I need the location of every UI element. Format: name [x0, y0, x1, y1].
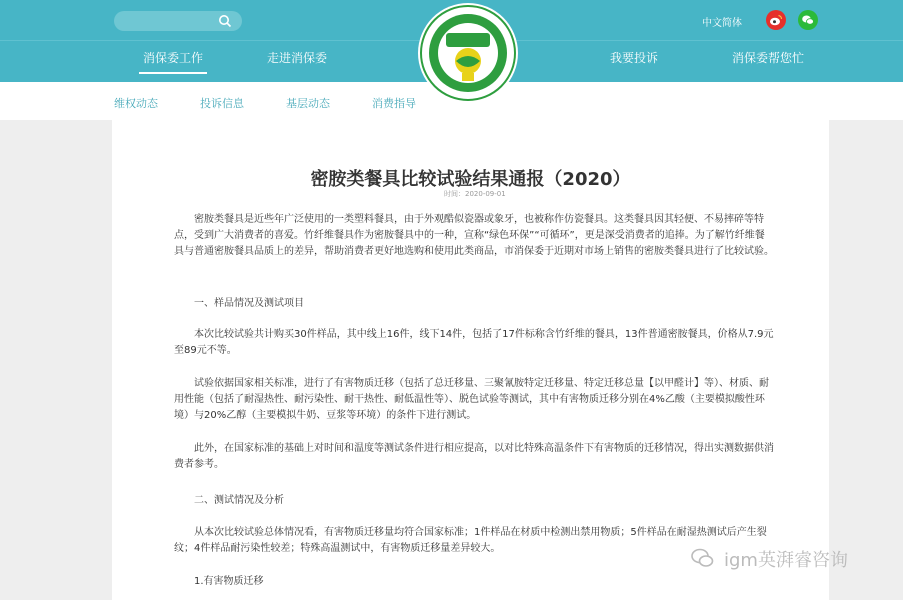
article-panel — [112, 120, 829, 600]
nav-council-help[interactable]: 消保委帮您忙 — [732, 51, 805, 65]
watermark — [684, 540, 884, 576]
weibo-icon[interactable] — [766, 10, 786, 30]
article-date: 时间：2020-09-01 — [444, 190, 506, 198]
article-title: 密胺类餐具比较试验结果通报（2020） — [310, 169, 631, 190]
language-switch[interactable]: 中文简体 — [702, 18, 742, 29]
paragraph-standards: 试验依据国家相关标准，进行了有害物质迁移（包括了总迁移量、三聚氰胺特定迁移量、特定迁移总量【以甲醛计】等）、材质、耐用性能（包括了耐湿热性、耐污染性、耐干热性、耐低温性等）、脱色试验等测试，其中有害物质迁移分别在4%乙酸（主要模拟酸性环境）与20%乙醇（主要模拟牛奶、豆浆等环境）的条件下进行测试。 — [174, 378, 769, 421]
search-box[interactable] — [114, 11, 242, 31]
paragraph-extra-tests: 此外，在国家标准的基础上对时间和温度等测试条件进行相应提高，以对比特殊高温条件下有害物质的迁移情况，得出实测数据供消费者参考。 — [174, 443, 774, 470]
section-heading-1: 一、样品情况及测试项目 — [194, 298, 304, 309]
subnav-grassroots-news[interactable]: 基层动态 — [286, 97, 330, 110]
paragraph-results: 从本次比较试验总体情况看，有害物质迁移量均符合国家标准；1件样品在材质中检测出禁用物质；5件样品在耐湿热测试后产生裂纹；4件样品耐污染性较差；特殊高温测试中，有害物质迁移量差异较大。 — [174, 527, 767, 554]
nav-about-council[interactable]: 走进消保委 — [267, 51, 328, 65]
consumer-council-logo[interactable] — [418, 3, 518, 103]
paragraph-intro: 密胺类餐具是近些年广泛使用的一类塑料餐具，由于外观酷似瓷器或象牙，也被称作仿瓷餐具。这类餐具因其轻便、不易摔碎等特点，受到广大消费者的喜爱。竹纤维餐具作为密胺餐具中的一种，宣称“绿色环保”“可循环”，更是深受消费者的追捧。为了解竹纤维餐具与普通密胺餐具品质上的差异，帮助消费者更好地选购和使用此类商品，市消保委于近期对市场上销售的密胺类餐具进行了比较试验。 — [174, 214, 774, 257]
subnav-consumer-guide[interactable]: 消费指导 — [372, 97, 416, 110]
wechat-watermark-icon — [688, 543, 718, 573]
subsection-heading-1: 1.有害物质迁移 — [194, 576, 264, 587]
section-heading-2: 二、测试情况及分析 — [194, 495, 284, 506]
search-icon[interactable] — [218, 14, 232, 28]
nav-complaint[interactable]: 我要投诉 — [610, 51, 659, 65]
wechat-icon[interactable] — [798, 10, 818, 30]
watermark-text: igm英湃睿咨询 — [724, 550, 848, 571]
paragraph-samples: 本次比较试验共计购买30件样品，其中线上16件，线下14件，包括了17件标称含竹纤维的餐具，13件普通密胺餐具，价格从7.9元至89元不等。 — [174, 329, 774, 356]
subnav-complaint-info[interactable]: 投诉信息 — [200, 97, 244, 110]
nav-council-work[interactable]: 消保委工作 — [143, 51, 204, 65]
subnav-rights-news[interactable]: 维权动态 — [114, 97, 158, 110]
